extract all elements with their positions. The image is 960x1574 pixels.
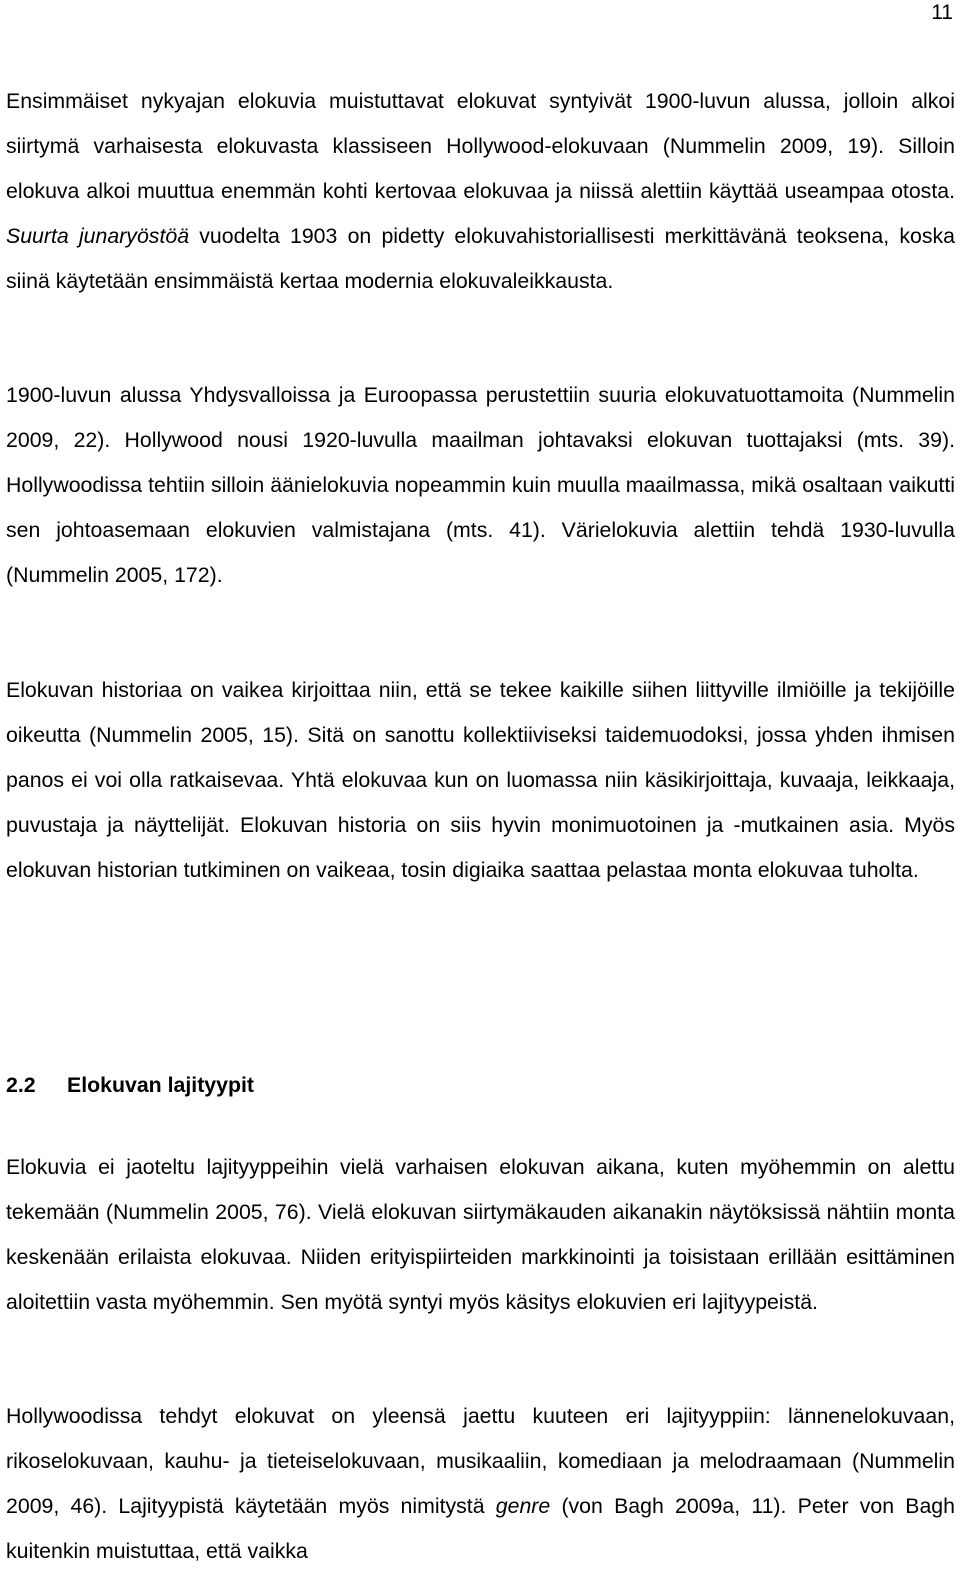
section-heading (6, 1067, 254, 1103)
paragraph-text: vuodelta 1903 on pidetty elokuvahistoriallisesti merkittävänä teoksena, koska siinä käytetään ensimmäistä kertaa modernia elokuvaleikkausta. (6, 224, 955, 293)
paragraph-text: Hollywoodissa tehdyt elokuvat on yleensä jaettu kuuteen eri lajityyppiin: lännenelokuvaan, rikoselokuvaan, kauhu- ja tieteiselokuvaan, musikaaliin, komediaan ja melodraamaan (Nummelin 2009, 46). Lajityypistä käytetään myös nimitystä (6, 1404, 955, 1518)
film-title-italic: Suurta junaryöstöä (6, 224, 190, 248)
section-title: Elokuvan lajityypit (67, 1073, 254, 1097)
section-number: 2.2 (6, 1073, 36, 1097)
paragraph-genres-intro: Elokuvia ei jaoteltu lajityyppeihin vielä varhaisen elokuvan aikana, kuten myöhemmin on alettu tekemään (Nummelin 2005, 76). Vielä elokuvan siirtymäkauden aikanakin näytöksissä nähtiin monta keskenään erilaista elokuvaa. Niiden erityispiirteiden markkinointi ja toisistaan erillään esittäminen aloitettiin vasta myöhemmin. Sen myötä syntyi myös käsitys elokuvien eri lajityypeistä. (6, 1155, 955, 1314)
term-italic: genre (495, 1494, 551, 1518)
paragraph-film-history: Elokuvan historiaa on vaikea kirjoittaa niin, että se tekee kaikille siihen liittyville ilmiöille ja tekijöille oikeutta (Nummelin 2005, 15). Sitä on sanottu kollektiiviseksi taidemuodoksi, jossa yhden ihmisen panos ei voi olla ratkaisevaa. Yhtä elokuvaa kun on luomassa niin käsikirjoittaja, kuvaaja, leikkaaja, puvustaja ja näyttelijät. Elokuvan historia on siis hyvin monimuotoinen ja -mutkainen asia. Myös elokuvan historian tutkiminen on vaikeaa, tosin digiaika saattaa pelastaa monta elokuvaa tuholta. (6, 678, 955, 882)
paragraph-text: Ensimmäiset nykyajan elokuvia muistuttavat elokuvat syntyivät 1900-luvun alussa, jolloin alkoi siirtymä varhaisesta elokuvasta klassiseen Hollywood-elokuvaan (Nummelin 2009, 19). Silloin elokuva alkoi muuttua enemmän kohti kertovaa elokuvaa ja niissä alettiin käyttää useampaa otosta. (6, 89, 955, 203)
paragraph-early-cinema (6, 79, 955, 304)
paragraph-hollywood-genres (6, 1394, 955, 1574)
paragraph-text: (von Bagh 2009a, 11). Peter von Bagh kuitenkin muistuttaa, että vaikka (6, 1494, 955, 1563)
paragraph-hollywood-rise: 1900-luvun alussa Yhdysvalloissa ja Euroopassa perustettiin suuria elokuvatuottamoita (Nummelin 2009, 22). Hollywood nousi 1920-luvulla maailman johtavaksi elokuvan tuottajaksi (mts. 39). Hollywoodissa tehtiin silloin äänielokuvia nopeammin kuin muulla maailmassa, mikä osaltaan vaikutti sen johtoasemaan elokuvien valmistajana (mts. 41). Värielokuvia alettiin tehdä 1930-luvulla (Nummelin 2005, 172). (6, 383, 955, 587)
page-number: 11 (931, 1, 953, 24)
